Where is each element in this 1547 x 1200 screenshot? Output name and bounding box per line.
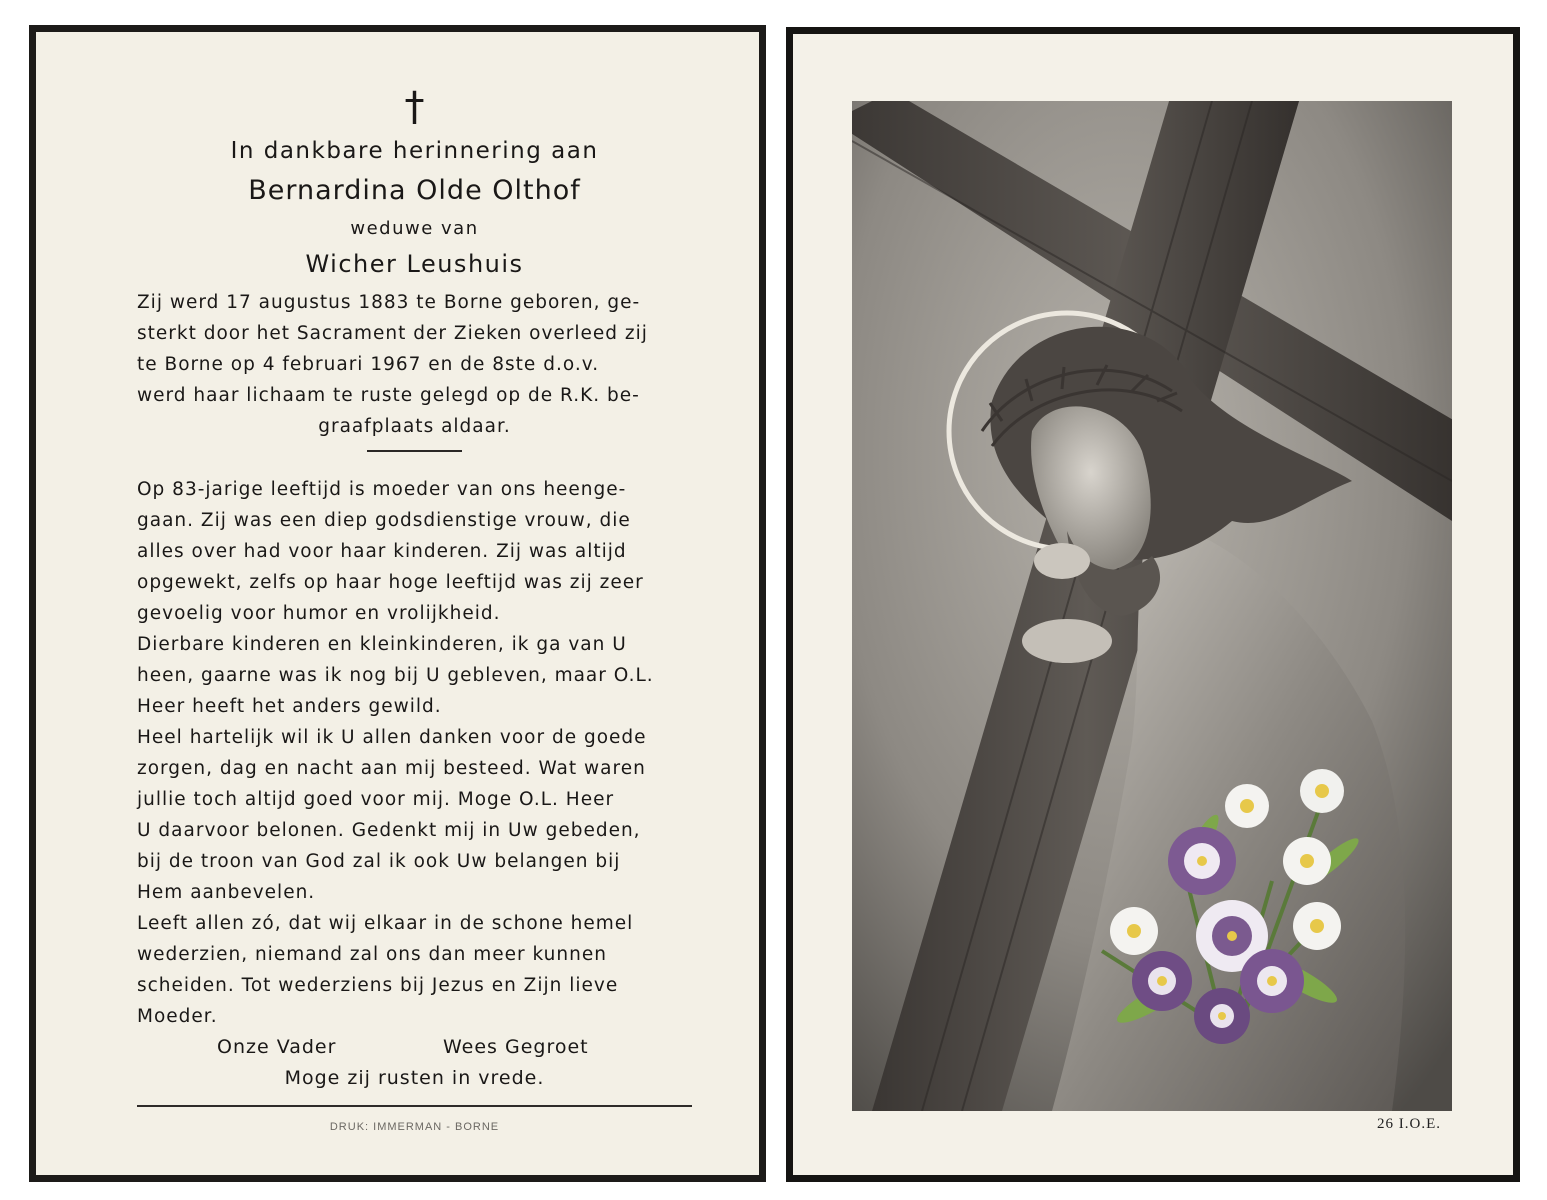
message-line: Dierbare kinderen en kleinkinderen, ik ga van U [137, 634, 627, 655]
message-line: Hem aanbevelen. [137, 882, 316, 903]
message-line: heen, gaarne was ik nog bij U gebleven, maar O.L. [137, 665, 654, 686]
message-line: opgewekt, zelfs op haar hoge leeftijd was zij zeer [137, 572, 644, 593]
rest-in-peace-line: Moge zij rusten in vrede. [284, 1067, 545, 1089]
bio-line: werd haar lichaam te ruste gelegd op de R.K. be- [137, 385, 640, 406]
christ-carrying-cross-illustration [852, 101, 1452, 1111]
message-line: bij de troon van God zal ik ook Uw belangen bij [137, 851, 621, 872]
message-line: Op 83-jarige leeftijd is moeder van ons heenge- [137, 479, 627, 500]
cross-icon: † [404, 84, 425, 130]
printer-credit: DRUK: IMMERMAN - BORNE [329, 1121, 500, 1133]
memorial-card-picture-side [786, 27, 1520, 1182]
message-line: scheiden. Tot wederziens bij Jezus en Zijn lieve [137, 975, 619, 996]
widow-of-line: weduwe van [350, 218, 479, 239]
prayer-hail-mary: Wees Gegroet [443, 1036, 589, 1058]
memorial-card-text-side [29, 25, 766, 1182]
upper-hand [1034, 543, 1090, 579]
message-line: gaan. Zij was een diep godsdienstige vrouw, die [137, 510, 631, 531]
lower-hand [1022, 619, 1112, 663]
bottom-rule [137, 1105, 692, 1107]
message-line: zorgen, dag en nacht aan mij besteed. Wat waren [137, 758, 646, 779]
message-line: Heel hartelijk wil ik U allen danken voor de goede [137, 727, 647, 748]
message-line: Moeder. [137, 1006, 218, 1027]
deceased-name: Bernardina Olde Olthof [248, 175, 581, 206]
message-paragraph [137, 474, 692, 1032]
message-line: Heer heeft het anders gewild. [137, 696, 442, 717]
bio-line: Zij werd 17 augustus 1883 te Borne geboren, ge- [137, 292, 641, 313]
bio-line: graafplaats aldaar. [318, 416, 511, 437]
message-line: gevoelig voor humor en vrolijkheid. [137, 603, 501, 624]
prayer-our-father: Onze Vader [217, 1036, 337, 1058]
devotional-picture [852, 101, 1452, 1111]
intro-line: In dankbare herinnering aan [230, 138, 599, 164]
message-line: jullie toch altijd goed voor mij. Moge O.L. Heer [137, 789, 615, 810]
message-line: alles over had voor haar kinderen. Zij was altijd [137, 541, 627, 562]
bio-line: te Borne op 4 februari 1967 en de 8ste d.o.v. [137, 354, 600, 375]
plate-code: 26 I.O.E. [1377, 1116, 1441, 1132]
prayers-row [137, 1032, 692, 1063]
message-line: U daarvoor belonen. Gedenkt mij in Uw gebeden, [137, 820, 641, 841]
husband-name: Wicher Leushuis [305, 250, 524, 278]
card-text-column [137, 84, 692, 1133]
bio-line: sterkt door het Sacrament der Zieken overleed zij [137, 323, 648, 344]
short-divider [367, 450, 462, 452]
message-line: Leeft allen zó, dat wij elkaar in de schone hemel [137, 913, 634, 934]
bio-paragraph [137, 287, 692, 442]
message-line: wederzien, niemand zal ons dan meer kunnen [137, 944, 607, 965]
